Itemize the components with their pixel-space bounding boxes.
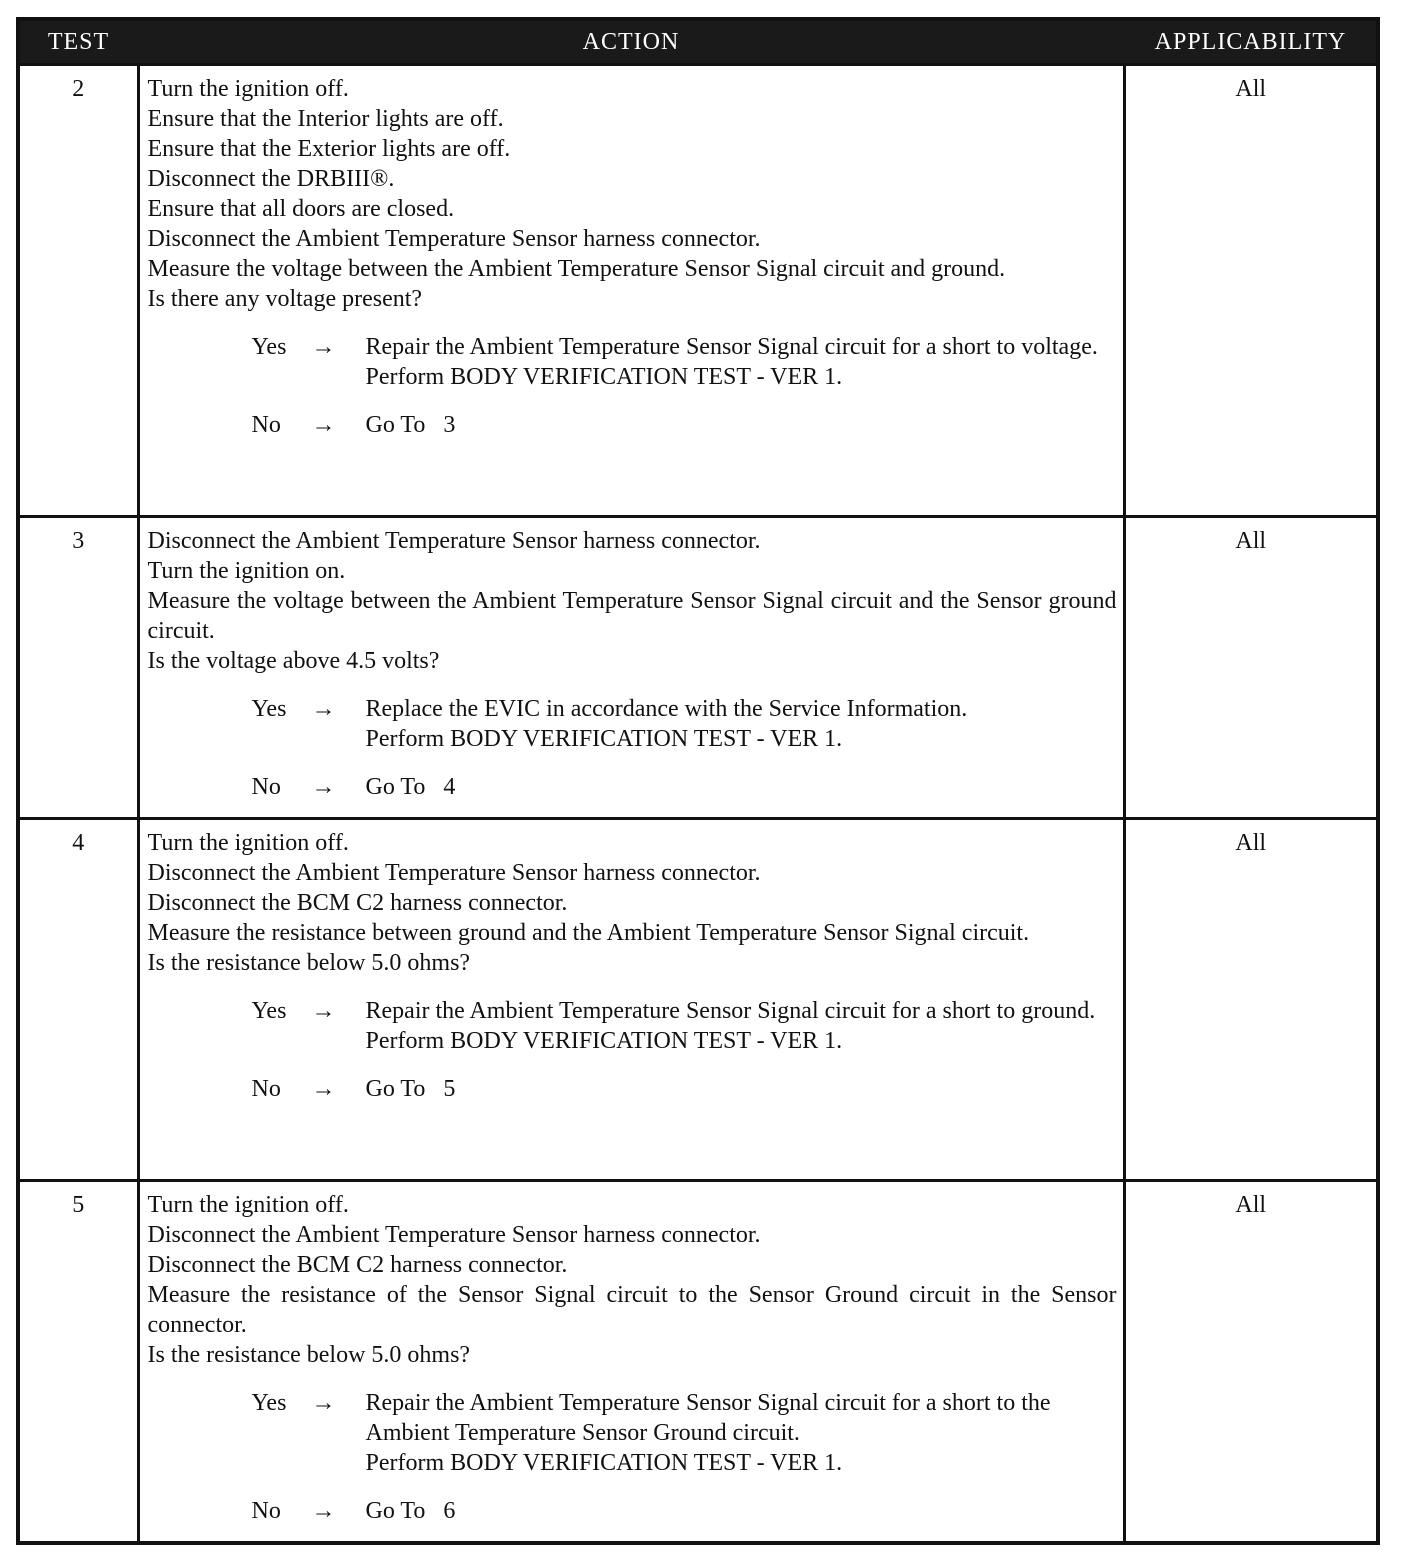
yes-outcome [148, 996, 1117, 1056]
action-step: Ensure that the Interior lights are off. [147, 106, 504, 132]
action-step: Is the resistance below 5.0 ohms? [147, 950, 471, 976]
yes-outcome [148, 332, 1117, 392]
applicability-value: All [1124, 65, 1378, 517]
action-step: Turn the ignition off. [147, 76, 349, 102]
go-to-link: Go To 5 [365, 1076, 456, 1102]
outcomes [148, 694, 1117, 802]
action-step: Turn the ignition off. [147, 830, 349, 856]
no-label: No [251, 1498, 281, 1524]
test-row [18, 517, 1378, 819]
action-cell [138, 65, 1124, 517]
yes-outcome [148, 1388, 1117, 1478]
yes-action-line: Perform BODY VERIFICATION TEST - VER 1. [365, 364, 843, 390]
test-row [18, 65, 1378, 517]
test-number: 3 [18, 517, 138, 819]
yes-action-line: Repair the Ambient Temperature Sensor Signal circuit for a short to ground. [365, 998, 1096, 1024]
no-label: No [251, 1076, 281, 1102]
right-arrow-icon: → [311, 334, 336, 360]
action-step: Ensure that the Exterior lights are off. [147, 136, 511, 162]
test-number: 5 [18, 1181, 138, 1543]
action-step: Disconnect the Ambient Temperature Sensor harness connector. [147, 226, 761, 252]
no-outcome [148, 772, 1117, 802]
yes-outcome [148, 694, 1117, 754]
outcomes [148, 996, 1117, 1104]
no-label: No [251, 774, 281, 800]
go-to-link: Go To 3 [365, 412, 456, 438]
yes-actions [366, 1388, 1117, 1478]
table-header-row [18, 19, 1378, 65]
action-step: Disconnect the BCM C2 harness connector. [147, 1252, 568, 1278]
yes-action-line: Replace the EVIC in accordance with the Service Information. [365, 696, 968, 722]
no-outcome [148, 1496, 1117, 1526]
action-step: Turn the ignition off. [147, 1192, 349, 1218]
header-action: ACTION [138, 19, 1124, 65]
action-step: Disconnect the BCM C2 harness connector. [147, 890, 568, 916]
diagnostic-test-table [16, 17, 1380, 1545]
action-step: Measure the voltage between the Ambient Temperature Sensor Signal circuit and the Sensor ground circuit. [147, 588, 1117, 644]
action-step: Disconnect the Ambient Temperature Sensor harness connector. [147, 528, 761, 554]
right-arrow-icon: → [311, 1390, 336, 1416]
action-step: Turn the ignition on. [147, 558, 346, 584]
action-cell [138, 819, 1124, 1181]
action-step: Disconnect the DRBIII®. [147, 166, 395, 192]
yes-action-line: Perform BODY VERIFICATION TEST - VER 1. [365, 1450, 843, 1476]
action-step: Disconnect the Ambient Temperature Sensor harness connector. [147, 1222, 761, 1248]
yes-action-line: Perform BODY VERIFICATION TEST - VER 1. [365, 1028, 843, 1054]
right-arrow-icon: → [311, 1076, 336, 1102]
yes-label: Yes [251, 1390, 287, 1416]
action-step: Disconnect the Ambient Temperature Sensor harness connector. [147, 860, 761, 886]
no-outcome [148, 1074, 1117, 1104]
right-arrow-icon: → [311, 412, 336, 438]
action-step: Is the voltage above 4.5 volts? [147, 648, 440, 674]
yes-action-line: Repair the Ambient Temperature Sensor Signal circuit for a short to the Ambient Temperature Sensor Ground circuit. [365, 1390, 1051, 1446]
yes-action-line: Repair the Ambient Temperature Sensor Signal circuit for a short to voltage. [365, 334, 1098, 360]
action-cell [138, 517, 1124, 819]
header-test: TEST [18, 19, 138, 65]
test-number: 2 [18, 65, 138, 517]
right-arrow-icon: → [311, 696, 336, 722]
yes-actions [366, 332, 1117, 392]
applicability-value: All [1124, 1181, 1378, 1543]
applicability-value: All [1124, 819, 1378, 1181]
yes-actions [366, 996, 1117, 1056]
right-arrow-icon: → [311, 774, 336, 800]
action-step: Measure the resistance of the Sensor Signal circuit to the Sensor Ground circuit in the Sensor connector. [147, 1282, 1117, 1338]
header-applicability: APPLICABILITY [1124, 19, 1378, 65]
outcomes [148, 332, 1117, 440]
yes-label: Yes [251, 696, 287, 722]
action-step: Is the resistance below 5.0 ohms? [147, 1342, 471, 1368]
test-row [18, 1181, 1378, 1543]
action-step: Ensure that all doors are closed. [147, 196, 455, 222]
yes-label: Yes [251, 998, 287, 1024]
no-outcome [148, 410, 1117, 440]
go-to-link: Go To 6 [365, 1498, 456, 1524]
applicability-value: All [1124, 517, 1378, 819]
test-row [18, 819, 1378, 1181]
action-cell [138, 1181, 1124, 1543]
go-to-link: Go To 4 [365, 774, 456, 800]
action-step: Measure the resistance between ground and the Ambient Temperature Sensor Signal circuit. [147, 920, 1030, 946]
outcomes [148, 1388, 1117, 1526]
right-arrow-icon: → [311, 1498, 336, 1524]
yes-actions [366, 694, 1117, 754]
right-arrow-icon: → [311, 998, 336, 1024]
yes-label: Yes [251, 334, 287, 360]
no-label: No [251, 412, 281, 438]
action-step: Is there any voltage present? [147, 286, 423, 312]
yes-action-line: Perform BODY VERIFICATION TEST - VER 1. [365, 726, 843, 752]
test-number: 4 [18, 819, 138, 1181]
action-step: Measure the voltage between the Ambient Temperature Sensor Signal circuit and ground. [147, 256, 1006, 282]
